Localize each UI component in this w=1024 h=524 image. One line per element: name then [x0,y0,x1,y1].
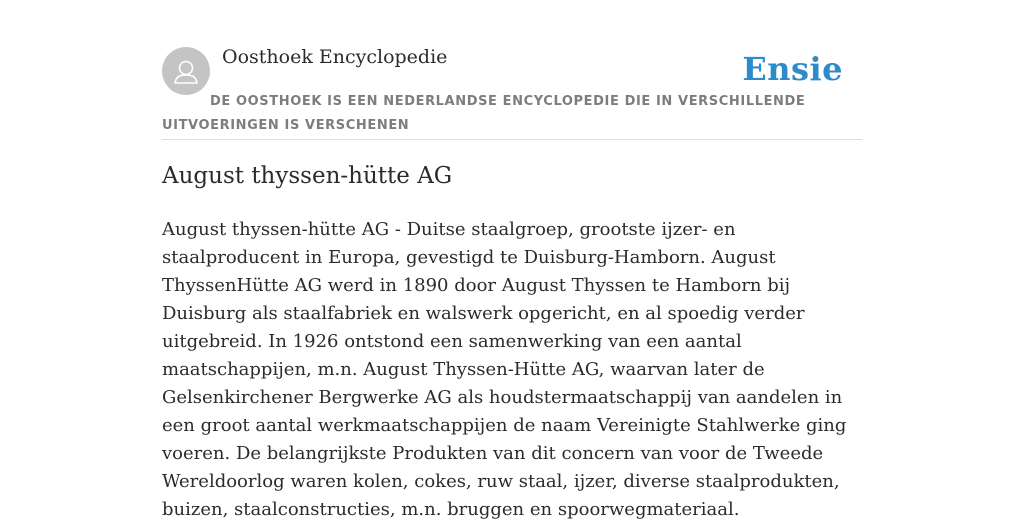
user-avatar-icon[interactable] [162,47,210,95]
source-name[interactable]: Oosthoek Encyclopedie [222,46,448,68]
source-tagline: DE OOSTHOEK IS EEN NEDERLANDSE ENCYCLOPEDIE DIE IN VERSCHILLENDE UITVOERINGEN IS VERSCHENEN [162,94,806,133]
article-body: August thyssen-hütte AG - Duitse staalgroep, grootste ijzer- en staalproducent in Europa, gevestigd te Duisburg-Hamborn. August ThyssenHütte AG werd in 1890 door August Thyssen te Hamborn bij Duisburg als staalfabriek en walswerk opgericht, en al spoedig verder uitgebreid. In 1926 ontstond een samenwerking van een aantal maatschappijen, m.n. August Thyssen-Hütte AG, waarvan later de Gelsenkirchener Bergwerke AG als houdstermaatschappij van aandelen in een groot aantal werkmaatschappijen de naam Vereinigte Stahlwerke ging voeren. De belangrijkste Produkten van dit concern van voor de Tweede Wereldoorlog waren kolen, cokes, ruw staal, ijzer, diverse staalprodukten, buizen, staalconstructies, m.n. bruggen en spoorwegmateriaal. [162,219,847,520]
article-title: August thyssen-hütte AG [162,163,453,189]
header-divider [162,139,862,140]
ensie-logo[interactable]: Ensie [742,50,843,88]
